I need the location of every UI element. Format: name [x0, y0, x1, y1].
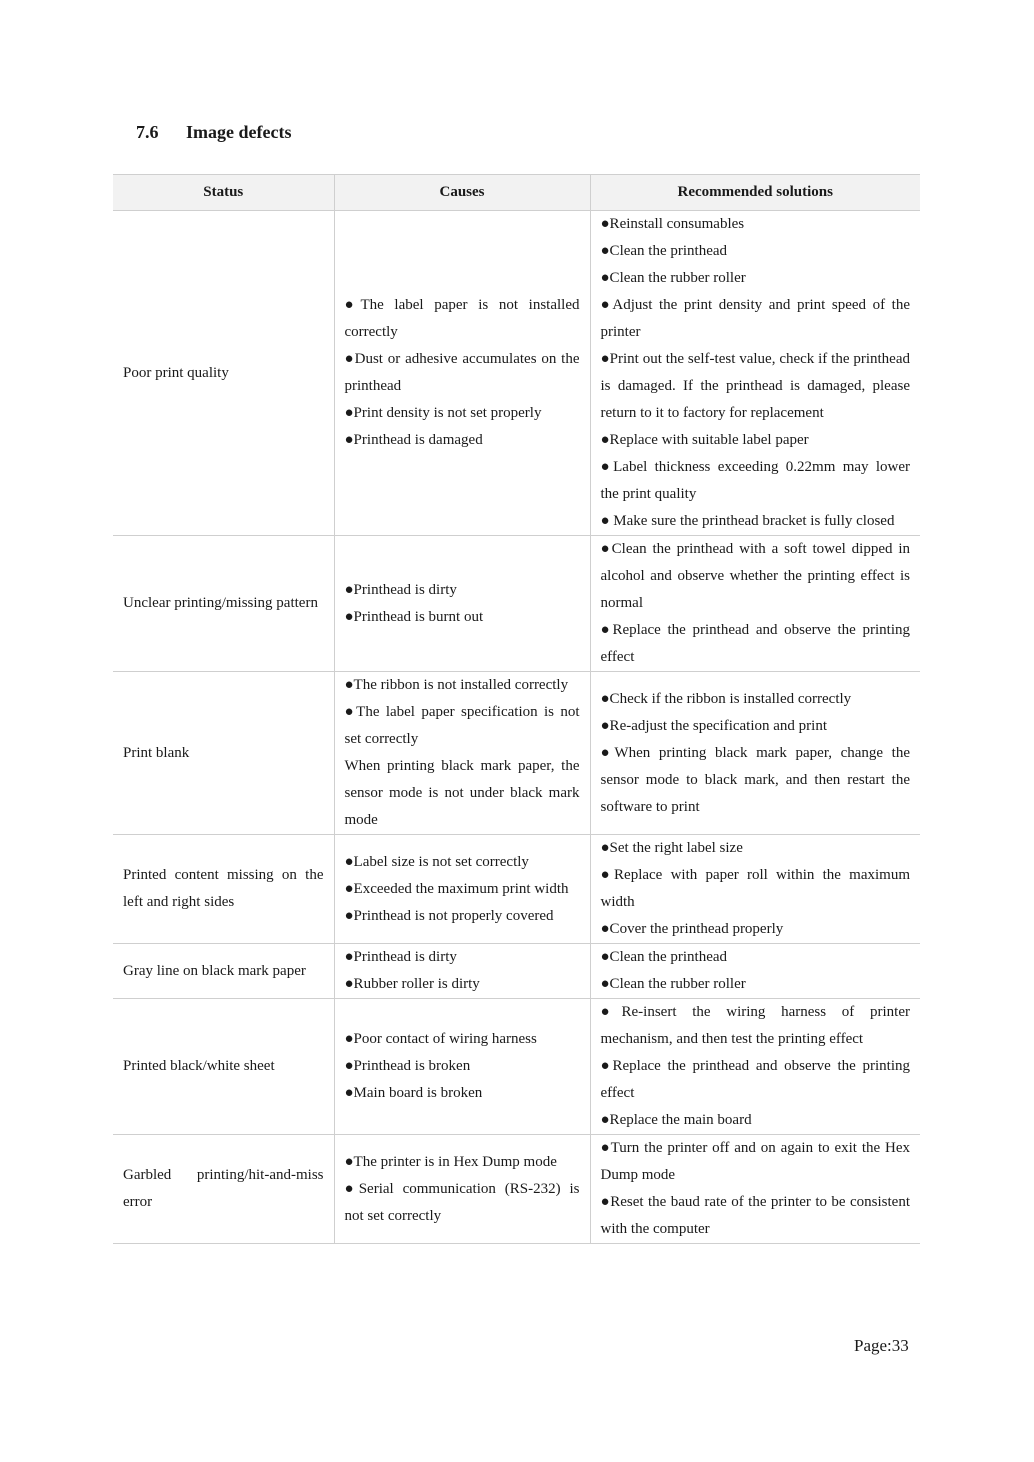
- cause-item: ●Label size is not set correctly: [344, 853, 529, 870]
- solution-item: ●Clean the rubber roller: [600, 976, 746, 992]
- status-cell: Gray line on black mark paper: [113, 944, 334, 999]
- solution-item: ●Clean the printhead: [600, 243, 728, 259]
- solution-item: ●Replace with suitable label paper: [600, 432, 809, 448]
- status-cell: Unclear printing/missing pattern: [113, 536, 334, 672]
- causes-cell: [334, 672, 590, 835]
- cause-item: ●The printer is in Hex Dump mode: [344, 1153, 557, 1170]
- solution-item: ●Cover the printhead properly: [600, 921, 784, 937]
- table-body: [113, 211, 920, 1244]
- section-heading: [136, 122, 291, 143]
- table-row: [113, 672, 920, 835]
- solutions-cell: [590, 536, 920, 672]
- solutions-cell: [590, 211, 920, 536]
- solutions-cell: [590, 672, 920, 835]
- header-status: Status: [113, 175, 334, 211]
- page-number: [854, 1336, 909, 1356]
- cause-item: ●Printhead is not properly covered: [344, 907, 554, 924]
- section-title: Image defects: [186, 122, 292, 142]
- solution-item: ●Clean the rubber roller: [600, 270, 746, 286]
- solution-item: ●When printing black mark paper, change the sensor mode to black mark, and then restart the software to print: [600, 744, 910, 815]
- solutions-cell: [590, 835, 920, 944]
- causes-cell: [334, 211, 590, 536]
- cause-item: ●Print density is not set properly: [344, 405, 542, 421]
- solution-item: ●Reset the baud rate of the printer to be consistent with the computer: [600, 1194, 910, 1237]
- status-cell: Garbled printing/hit-and-miss error: [113, 1135, 334, 1244]
- table-row: [113, 211, 920, 536]
- causes-cell: [334, 1135, 590, 1244]
- cause-item: ●The label paper specification is not set correctly: [344, 704, 580, 747]
- causes-cell: [334, 835, 590, 944]
- page-value: 33: [891, 1336, 909, 1355]
- page-label: Page:: [854, 1336, 892, 1355]
- solution-item: ●Replace the printhead and observe the printing effect: [600, 1058, 910, 1101]
- cause-item: ●Main board is broken: [344, 1085, 483, 1101]
- cause-item: ●Printhead is broken: [344, 1058, 471, 1074]
- causes-cell: [334, 944, 590, 999]
- cause-item: ●Serial communication (RS-232) is not set correctly: [344, 1180, 580, 1224]
- defects-table: [113, 174, 920, 1244]
- solution-item: ●Replace the main board: [600, 1112, 752, 1128]
- section-number: 7.6: [136, 122, 159, 142]
- header-row: [113, 175, 920, 211]
- status-cell: Printed black/white sheet: [113, 999, 334, 1135]
- solution-item: ●Adjust the print density and print speed of the printer: [600, 297, 910, 340]
- cause-item: When printing black mark paper, the sensor mode is not under black mark mode: [344, 758, 580, 828]
- solution-item: ●Re-insert the wiring harness of printer mechanism, and then test the printing effect: [600, 1004, 910, 1047]
- cause-item: ●Printhead is damaged: [344, 432, 483, 448]
- table-row: [113, 944, 920, 999]
- solution-item: ●Label thickness exceeding 0.22mm may lower the print quality: [600, 459, 910, 502]
- header-solutions: Recommended solutions: [590, 175, 920, 211]
- solution-item: ●Replace the printhead and observe the printing effect: [600, 622, 910, 665]
- solution-item: ●Replace with paper roll within the maximum width: [600, 867, 910, 910]
- cause-item: ●Printhead is dirty: [344, 581, 457, 598]
- status-cell: Print blank: [113, 672, 334, 835]
- solution-item: ●Check if the ribbon is installed correctly: [600, 690, 852, 707]
- solution-item: ●Print out the self-test value, check if the printhead is damaged. If the printhead is damaged, please return to it to factory for replacement: [600, 351, 910, 421]
- solution-item: ●Turn the printer off and on again to exit the Hex Dump mode: [600, 1140, 910, 1183]
- solution-item: ●Clean the printhead with a soft towel dipped in alcohol and observe whether the printing effect is normal: [600, 541, 910, 611]
- table-header: [113, 175, 920, 211]
- solution-item: ●Set the right label size: [600, 840, 743, 856]
- status-cell: Poor print quality: [113, 211, 334, 536]
- solution-item: ●Re-adjust the specification and print: [600, 717, 827, 734]
- cause-item: ●Printhead is burnt out: [344, 608, 484, 625]
- cause-item: ●Exceeded the maximum print width: [344, 880, 569, 897]
- solution-item: ●Reinstall consumables: [600, 216, 745, 232]
- cause-item: ●The label paper is not installed correctly: [344, 297, 580, 340]
- cause-item: ●The ribbon is not installed correctly: [344, 677, 569, 693]
- status-cell: Printed content missing on the left and right sides: [113, 835, 334, 944]
- cause-item: ●Poor contact of wiring harness: [344, 1031, 537, 1047]
- cause-item: ●Printhead is dirty: [344, 949, 457, 965]
- table-row: [113, 835, 920, 944]
- solutions-cell: [590, 1135, 920, 1244]
- solution-item: ● Make sure the printhead bracket is fully closed: [600, 513, 895, 529]
- table-row: [113, 1135, 920, 1244]
- solution-item: ●Clean the printhead: [600, 949, 728, 965]
- table-row: [113, 999, 920, 1135]
- solutions-cell: [590, 999, 920, 1135]
- solutions-cell: [590, 944, 920, 999]
- causes-cell: [334, 999, 590, 1135]
- causes-cell: [334, 536, 590, 672]
- header-causes: Causes: [334, 175, 590, 211]
- cause-item: ●Dust or adhesive accumulates on the printhead: [344, 351, 580, 394]
- table-row: [113, 536, 920, 672]
- cause-item: ●Rubber roller is dirty: [344, 976, 480, 992]
